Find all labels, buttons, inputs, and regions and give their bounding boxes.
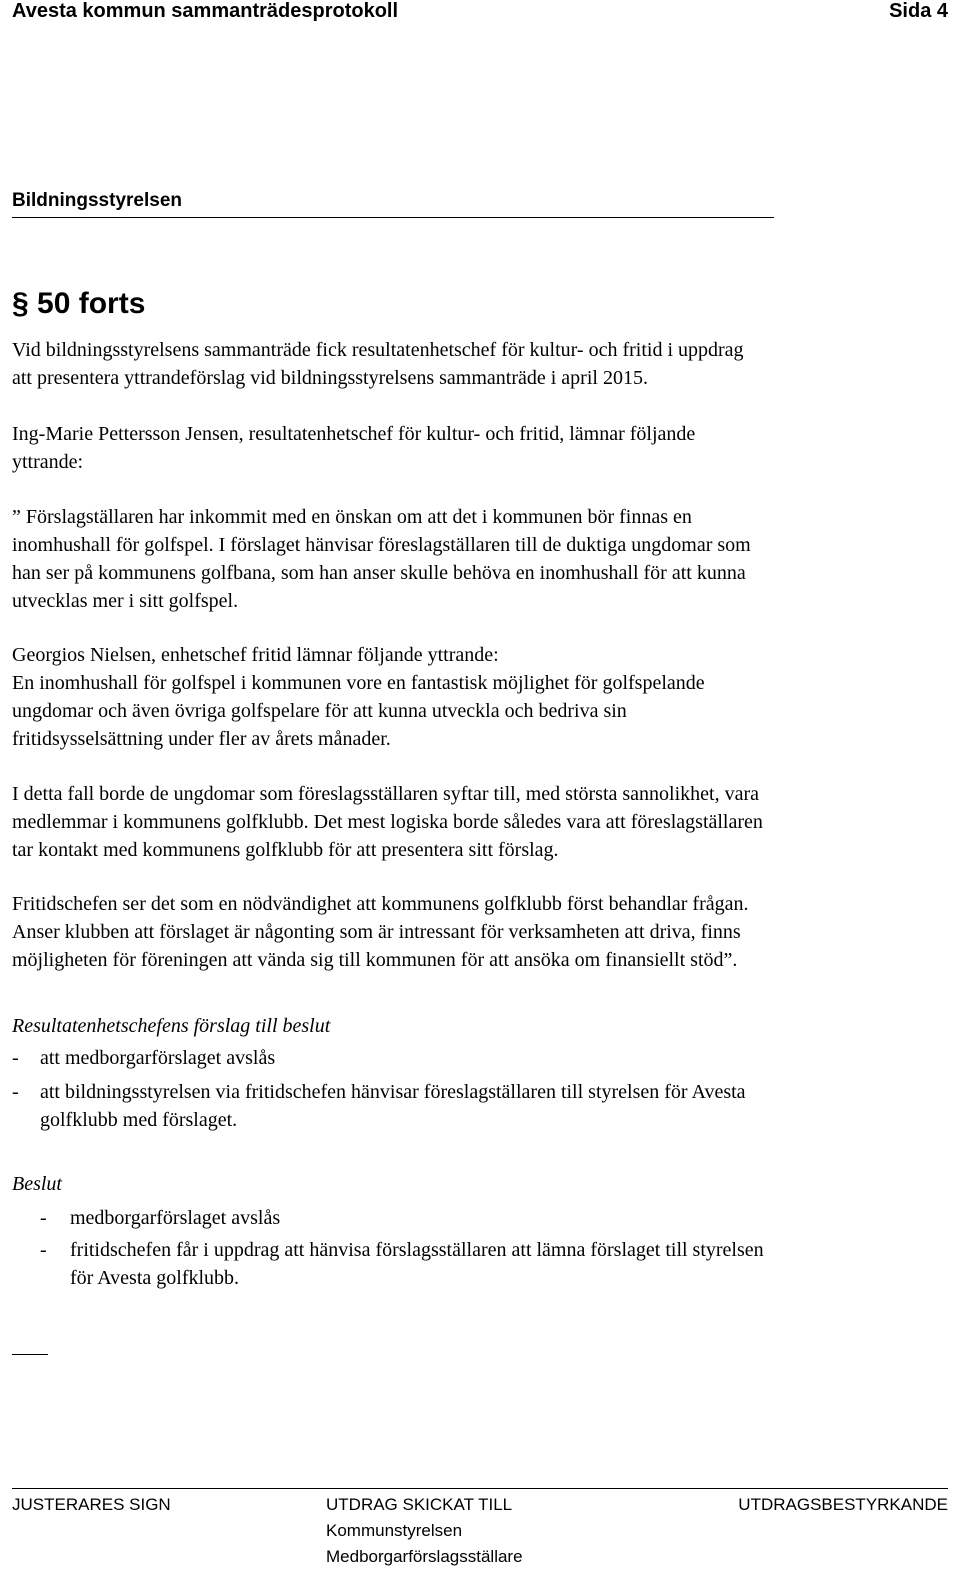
page-number: Sida 4 <box>889 0 948 22</box>
footer-certification-field <box>738 1492 948 1518</box>
conclusion-paragraph <box>12 890 932 974</box>
text-line: möjligheten för föreningen att vända sig till kommunen för att ansöka om finansiellt stöd”. <box>12 949 738 971</box>
page-header <box>12 0 948 24</box>
list-item-text: att bildningsstyrelsen via fritidschefen hänvisar föreslagställaren till styrelsen för Avesta <box>40 1081 746 1103</box>
section-title: Bildningsstyrelsen <box>12 190 182 211</box>
footer-recipient: Kommunstyrelsen <box>326 1521 463 1540</box>
proposal-heading: Resultatenhetschefens förslag till beslut <box>12 1015 331 1037</box>
text-line: han ser på kommunens golfbana, som han anser skulle behöva en inomhushall för att kunna <box>12 562 746 584</box>
footer-distribution-field <box>326 1492 523 1570</box>
text-line: inomhushall för golfspel. I förslaget hänvisar föreslagställaren till de duktiga ungdomar som <box>12 534 751 556</box>
list-dash: - <box>12 1047 19 1069</box>
text-line: Georgios Nielsen, enhetschef fritid lämnar följande yttrande: <box>12 644 499 666</box>
text-line: Anser klubben att förslaget är någonting som är intressant för verksamheten att driva, finns <box>12 921 741 943</box>
footer-divider <box>12 1488 948 1489</box>
list-dash: - <box>40 1239 47 1261</box>
list-item <box>40 1236 920 1292</box>
text-line: fritidsysselsättning under fler av årets månader. <box>12 728 391 750</box>
list-item-text: för Avesta golfklubb. <box>70 1267 240 1289</box>
text-line: medlemmar i kommunens golfklubb. Det mest logiska borde således vara att föreslagställaren <box>12 811 763 833</box>
footer-signature-field <box>12 1492 171 1518</box>
proposal-list <box>12 1044 932 1134</box>
text-line: tar kontakt med kommunens golfklubb för att presentera sitt förslag. <box>12 839 559 861</box>
list-item-text: medborgarförslaget avslås <box>70 1207 281 1229</box>
document-title: Avesta kommun sammanträdesprotokoll <box>12 0 399 22</box>
section-end-rule <box>12 1354 48 1355</box>
text-line: Fritidschefen ser det som en nödvändighet att kommunens golfklubb först behandlar frågan. <box>12 893 749 915</box>
text-line: ” Förslagställaren har inkommit med en önskan om att det i kommunen bör finnas en <box>12 506 692 528</box>
list-item <box>12 1044 932 1072</box>
statement-intro-paragraph <box>12 420 932 476</box>
list-item <box>12 1078 932 1134</box>
footer-label: UTDRAGSBESTYRKANDE <box>738 1495 948 1514</box>
section-underline <box>12 217 774 218</box>
text-line: En inomhushall för golfspel i kommunen vore en fantastisk möjlighet för golfspelande <box>12 672 705 694</box>
list-dash: - <box>12 1081 19 1103</box>
footer-label: UTDRAG SKICKAT TILL <box>326 1495 513 1514</box>
list-item-text: att medborgarförslaget avslås <box>40 1047 276 1069</box>
footer-recipient: Medborgarförslagsställare <box>326 1547 523 1566</box>
text-line: utvecklas mer i sitt golfspel. <box>12 590 239 612</box>
text-line: yttrande: <box>12 451 84 473</box>
footer-label: JUSTERARES SIGN <box>12 1495 171 1514</box>
text-line: ungdomar och även övriga golfspelare för att kunna utveckla och bedriva sin <box>12 700 627 722</box>
quoted-statement-paragraph <box>12 503 932 615</box>
list-item-text: golfklubb med förslaget. <box>40 1109 238 1131</box>
list-item <box>40 1204 920 1232</box>
second-statement-paragraph <box>12 641 932 753</box>
text-line: Vid bildningsstyrelsens sammanträde fick resultatenhetschef för kultur- och fritid i uppdrag <box>12 339 744 361</box>
text-line: att presentera yttrandeförslag vid bildningsstyrelsens sammanträde i april 2015. <box>12 367 648 389</box>
text-line: I detta fall borde de ungdomar som föreslagsställaren syftar till, med största sannolikhet, vara <box>12 783 760 805</box>
intro-paragraph <box>12 336 932 392</box>
list-dash: - <box>40 1207 47 1229</box>
paragraph-title: § 50 forts <box>12 287 146 320</box>
reasoning-paragraph <box>12 780 932 864</box>
text-line: Ing-Marie Pettersson Jensen, resultatenhetschef för kultur- och fritid, lämnar följande <box>12 423 696 445</box>
list-item-text: fritidschefen får i uppdrag att hänvisa förslagsställaren att lämna förslaget till styrelsen <box>70 1239 764 1261</box>
decision-heading: Beslut <box>12 1173 62 1195</box>
decision-list <box>40 1204 920 1292</box>
